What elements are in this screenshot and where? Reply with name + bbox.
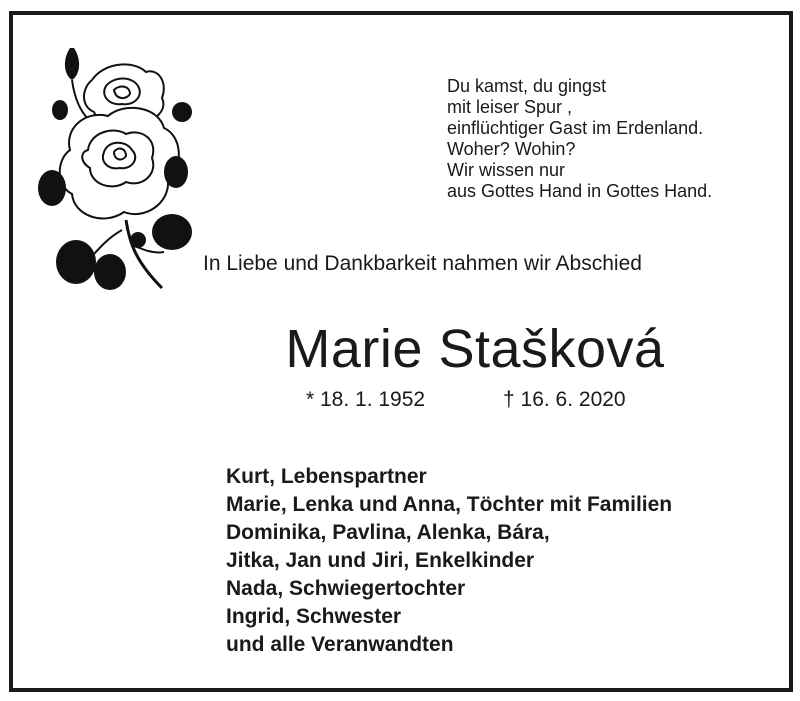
- death-date: † 16. 6. 2020: [503, 388, 626, 411]
- birth-date: * 18. 1. 1952: [306, 388, 426, 411]
- poem-line: mit leiser Spur ,: [447, 97, 573, 117]
- poem-line: Wir wissen nur: [447, 160, 566, 180]
- mourner-line: Nada, Schwiegertochter: [226, 577, 466, 600]
- mourner-line: Ingrid, Schwester: [226, 605, 402, 628]
- mourner-line: Dominika, Pavlina, Alenka, Bára,: [226, 521, 550, 544]
- poem-line: Du kamst, du gingst: [447, 76, 607, 96]
- mourner-line: Jitka, Jan und Jiri, Enkelkinder: [226, 549, 535, 572]
- farewell-text: In Liebe und Dankbarkeit nahmen wir Abschied: [203, 252, 642, 275]
- poem: [447, 76, 712, 202]
- poem-line: einflüchtiger Gast im Erdenland.: [447, 118, 704, 138]
- mourner-line: Marie, Lenka und Anna, Töchter mit Familien: [226, 493, 673, 516]
- deceased-name: Marie Stašková: [285, 319, 665, 379]
- mourner-line: und alle Veranwandten: [226, 633, 454, 656]
- mourners-list: [226, 463, 672, 659]
- mourner-line: Kurt, Lebenspartner: [226, 465, 427, 488]
- poem-line: Woher? Wohin?: [447, 139, 576, 159]
- rose-icon: [34, 40, 202, 298]
- poem-line: aus Gottes Hand in Gottes Hand.: [447, 181, 713, 201]
